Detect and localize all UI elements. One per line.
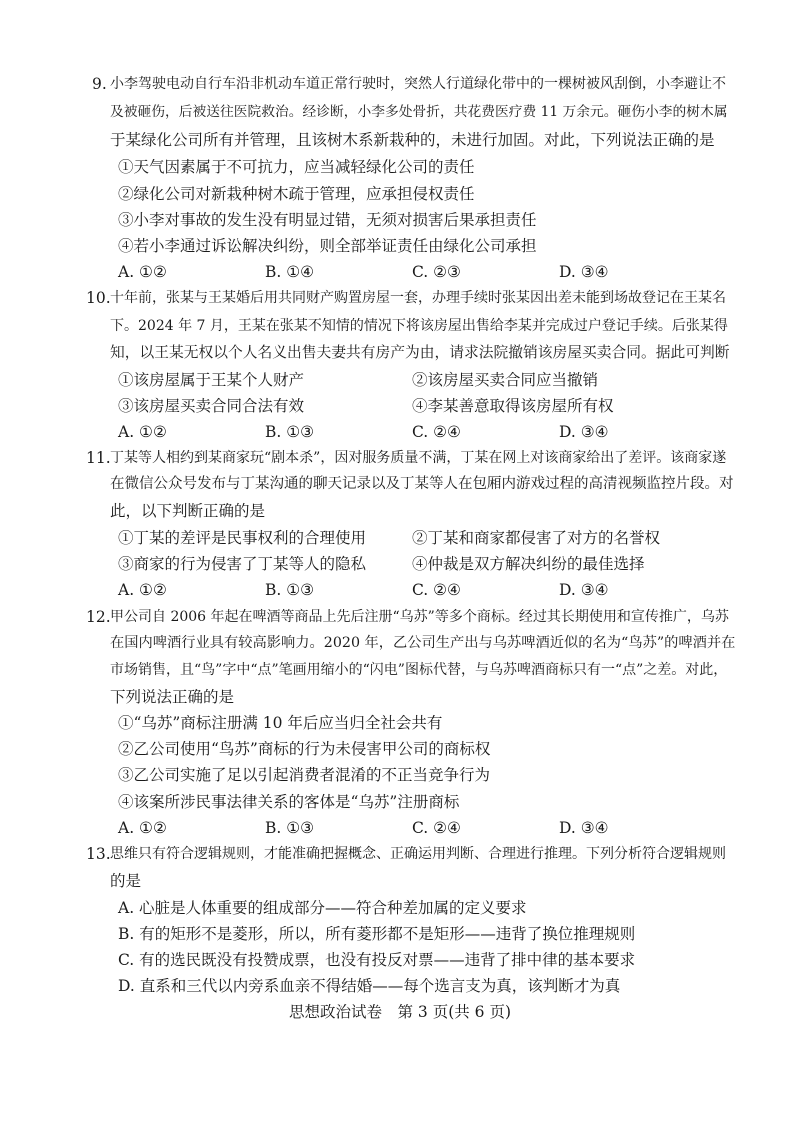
statement: ②绿化公司对新栽种树木疏于管理，应承担侵权责任 xyxy=(118,185,475,203)
option-c: C. ②④ xyxy=(412,423,461,441)
statement: ③乙公司实施了足以引起消费者混淆的不正当竞争行为 xyxy=(118,766,491,784)
choice-d: D. 直系和三代以内旁系血亲不得结婚——每个选言支为真，该判断才为真 xyxy=(118,977,621,995)
question-stem-line: 丁某等人相约到某商家玩“剧本杀”，因对服务质量不满，丁某在网上对该商家给出了差评。该商家遂 xyxy=(110,450,727,466)
statement: ④该案所涉民事法律关系的客体是“乌苏”注册商标 xyxy=(118,793,460,811)
statement: ③该房屋买卖合同合法有效 xyxy=(118,397,305,415)
option-a: A. ①② xyxy=(118,423,167,441)
question-stem-line: 的是 xyxy=(110,872,142,890)
question-stem-line: 思维只有符合逻辑规则，才能准确把握概念、正确运用判断、合理进行推理。下列分析符合逻辑规则 xyxy=(110,846,726,862)
statement: ④仲裁是双方解决纠纷的最佳选择 xyxy=(412,555,645,573)
question-number: 11. xyxy=(86,449,111,467)
question-stem-line: 此，以下判断正确的是 xyxy=(110,502,266,520)
option-b: B. ①④ xyxy=(265,263,315,281)
question-stem-line: 十年前，张某与王某婚后用共同财产购置房屋一套，办理手续时张某因出差未能到场故登记在王某名 xyxy=(110,290,726,306)
statement: ①“乌苏”商标注册满 10 年后应当归全社会共有 xyxy=(118,714,443,732)
question-stem-line: 市场销售，且“鸟”字中“点”笔画用缩小的“闪电”图标代替，与乌苏啤酒商标只有一“点”之差。对此， xyxy=(110,662,728,678)
option-c: C. ②③ xyxy=(412,263,461,281)
statement: ②丁某和商家都侵害了对方的名誉权 xyxy=(412,529,661,547)
option-d: D. ③④ xyxy=(559,423,609,441)
statement: ②该房屋买卖合同应当撤销 xyxy=(412,371,599,389)
question-number: 13. xyxy=(86,845,111,863)
question-stem-line: 下列说法正确的是 xyxy=(110,688,235,706)
statement: ①该房屋属于王某个人财产 xyxy=(118,371,305,389)
option-b: B. ①③ xyxy=(265,819,315,837)
question-stem-line: 甲公司自 2006 年起在啤酒等商品上先后注册“乌苏”等多个商标。经过其长期使用和宣传推广，乌苏 xyxy=(110,609,729,625)
choice-b: B. 有的矩形不是菱形，所以，所有菱形都不是矩形——违背了换位推理规则 xyxy=(118,925,636,943)
question-number: 10. xyxy=(86,289,111,307)
question-stem-line: 小李驾驶电动自行车沿非机动车道正常行驶时，突然人行道绿化带中的一棵树被风刮倒，小李避让不 xyxy=(110,76,726,92)
option-a: A. ①② xyxy=(118,581,167,599)
option-c: C. ②④ xyxy=(412,581,461,599)
statement: ④若小李通过诉讼解决纠纷，则全部举证责任由绿化公司承担 xyxy=(118,237,537,255)
statement: ③商家的行为侵害了丁某等人的隐私 xyxy=(118,555,367,573)
option-d: D. ③④ xyxy=(559,819,609,837)
question-stem-line: 于某绿化公司所有并管理，且该树木系新栽种的，未进行加固。对此，下列说法正确的是 xyxy=(110,131,715,149)
question-stem-line: 及被砸伤，后被送往医院救治。经诊断，小李多处骨折，共花费医疗费 11 万余元。砸伤小李的树木属 xyxy=(110,104,728,120)
statement: ③小李对事故的发生没有明显过错，无须对损害后果承担责任 xyxy=(118,211,537,229)
page-footer: 思想政治试卷 第 3 页(共 6 页) xyxy=(288,1003,512,1021)
option-d: D. ③④ xyxy=(559,581,609,599)
choice-c: C. 有的选民既没有投赞成票，也没有投反对票——违背了排中律的基本要求 xyxy=(118,951,636,969)
question-stem-line: 下。2024 年 7 月，王某在张某不知情的情况下将该房屋出售给李某并完成过户登记手续。后张某得 xyxy=(110,318,728,334)
statement: ①天气因素属于不可抗力，应当减轻绿化公司的责任 xyxy=(118,158,475,176)
option-c: C. ②④ xyxy=(412,819,461,837)
option-b: B. ①③ xyxy=(265,581,315,599)
question-stem-line: 知，以王某无权以个人名义出售夫妻共有房产为由，请求法院撤销该房屋买卖合同。据此可判断 xyxy=(110,344,730,361)
option-a: A. ①② xyxy=(118,819,167,837)
option-b: B. ①③ xyxy=(265,423,315,441)
choice-a: A. 心脏是人体重要的组成部分——符合种差加属的定义要求 xyxy=(118,899,527,917)
statement: ④李某善意取得该房屋所有权 xyxy=(412,397,614,415)
question-number: 12. xyxy=(86,608,111,626)
question-number: 9. xyxy=(92,75,107,93)
option-a: A. ①② xyxy=(118,263,167,281)
option-d: D. ③④ xyxy=(559,263,609,281)
question-stem-line: 在微信公众号发布与丁某沟通的聊天记录以及丁某等人在包厢内游戏过程的高清视频监控片段。对 xyxy=(110,476,734,492)
statement: ①丁某的差评是民事权利的合理使用 xyxy=(118,529,367,547)
statement: ②乙公司使用“鸟苏”商标的行为未侵害甲公司的商标权 xyxy=(118,740,491,758)
question-stem-line: 在国内啤酒行业具有较高影响力。2020 年，乙公司生产出与乌苏啤酒近似的名为“鸟苏”的啤酒并在 xyxy=(110,635,736,651)
